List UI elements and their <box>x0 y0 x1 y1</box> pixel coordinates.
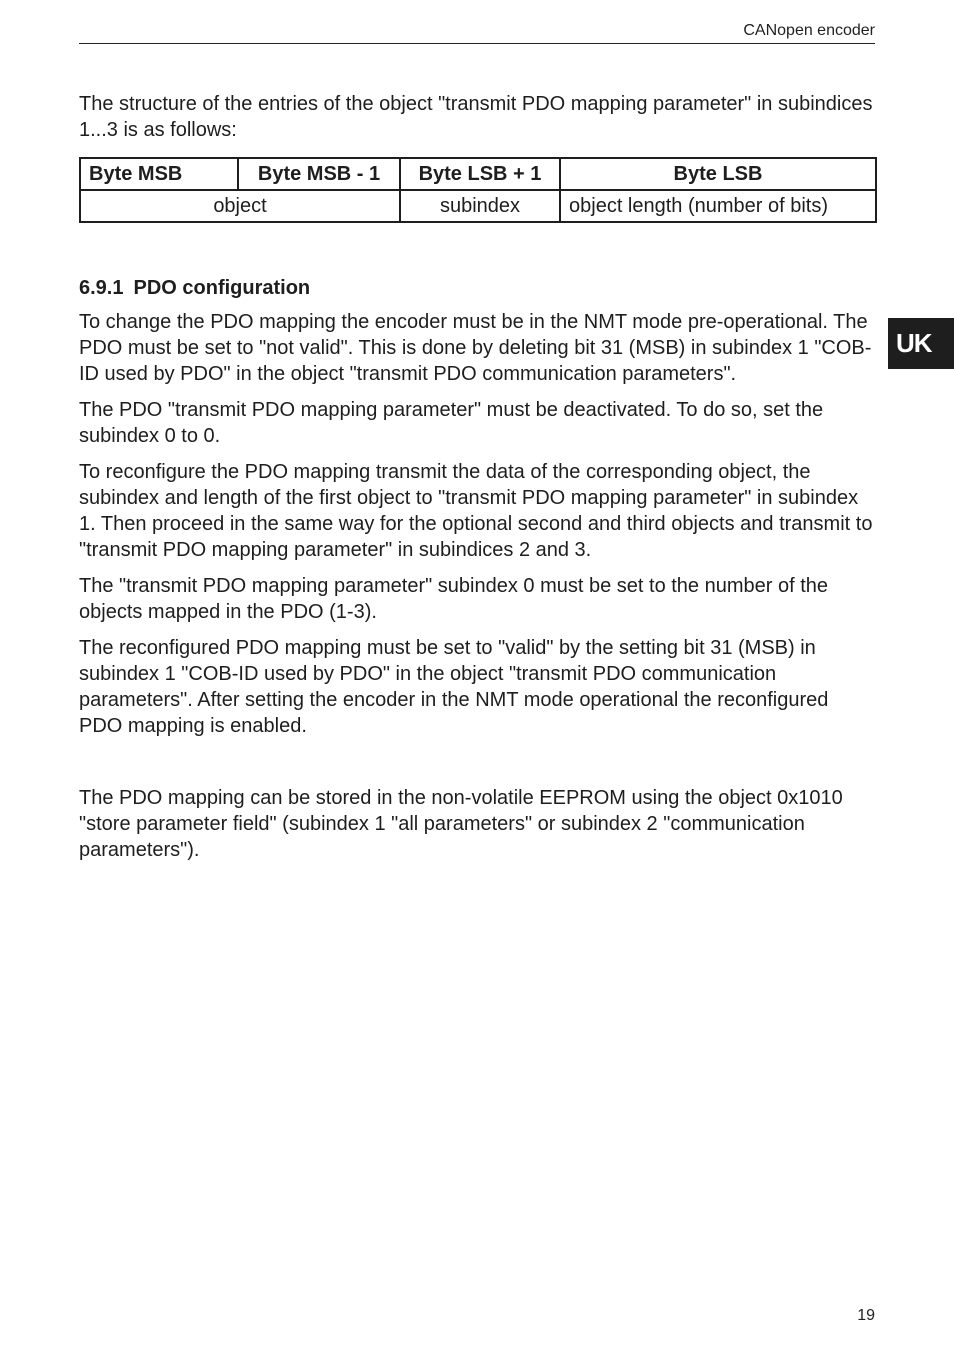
paragraph: To change the PDO mapping the encoder must be in the NMT mode pre-operational. The PDO must be set to "not valid". This is done by deleting bit 31 (MSB) in subindex 1 "COB-ID used by PDO" in the object "transmit PDO communication parameters". <box>79 311 872 385</box>
paragraph: The reconfigured PDO mapping must be set to "valid" by the setting bit 31 (MSB) in subindex 1 "COB-ID used by PDO" in the object "transmit PDO communication parameters". After setting the encoder in the NMT mode operational the reconfigured PDO mapping is enabled. <box>79 637 829 737</box>
header-byte-msb: Byte MSB <box>80 158 238 190</box>
cell-subindex: subindex <box>400 190 560 222</box>
header-byte-msb-1: Byte MSB - 1 <box>238 158 400 190</box>
page-content <box>79 91 875 873</box>
intro-paragraph: The structure of the entries of the object "transmit PDO mapping parameter" in subindices 1...3 is as follows: <box>79 93 873 141</box>
table-row <box>80 190 876 222</box>
paragraph: The PDO mapping can be stored in the non-volatile EEPROM using the object 0x1010 "store parameter field" (subindex 1 "all parameters" or subindex 2 "communication parameters"). <box>79 787 843 861</box>
cell-object: object <box>80 190 400 222</box>
paragraph: The "transmit PDO mapping parameter" subindex 0 must be set to the number of the objects mapped in the PDO (1-3). <box>79 575 829 623</box>
paragraph: The PDO "transmit PDO mapping parameter" must be deactivated. To do so, set the subindex 0 to 0. <box>79 399 824 447</box>
language-tab: UK <box>888 318 954 369</box>
page-number: 19 <box>857 1307 875 1324</box>
section-number: 6.9.1 <box>79 277 124 299</box>
header-byte-lsb-1: Byte LSB + 1 <box>400 158 560 190</box>
table-header-row <box>80 158 876 190</box>
header-rule <box>79 43 875 44</box>
header-byte-lsb: Byte LSB <box>560 158 876 190</box>
pdo-mapping-entry-table <box>79 157 877 223</box>
cell-object-length: object length (number of bits) <box>560 190 876 222</box>
section-title: PDO configuration <box>133 277 311 299</box>
paragraph: To reconfigure the PDO mapping transmit the data of the corresponding object, the subindex and length of the first object to "transmit PDO mapping parameter" in subindex 1. Then proceed in the same way for the optional second and third objects and transmit to "transmit PDO mapping parameter" in subindices 2 and 3. <box>79 461 873 561</box>
running-header: CANopen encoder <box>743 22 875 39</box>
section-heading <box>79 275 875 301</box>
